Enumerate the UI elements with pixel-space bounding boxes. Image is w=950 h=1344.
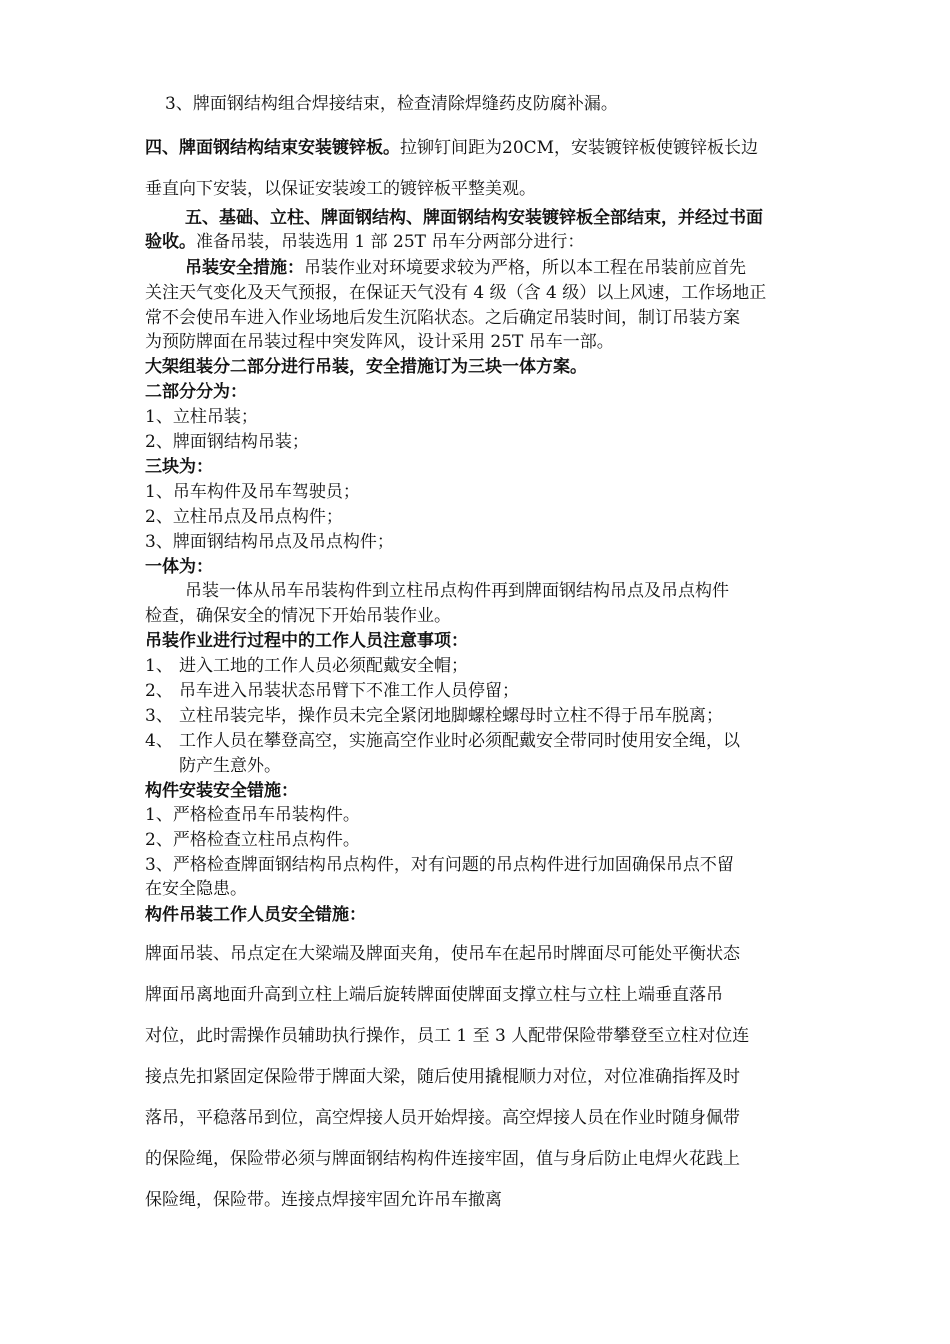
final-paragraph-line-7: 保险绳，保险带。连接点焊接牢固允许吊车撤离 xyxy=(145,1190,502,1210)
notes-item-text: 工作人员在攀登高空，实施高空作业时必须配戴安全带同时使用安全绳，以 xyxy=(179,731,740,751)
notes-item-4 xyxy=(145,729,810,753)
three-blocks-item-3: 3、牌面钢结构吊点及吊点构件； xyxy=(145,532,394,552)
notes-item-number: 1、 xyxy=(145,656,173,676)
final-paragraph-line-3: 对位，此时需操作员辅助执行操作，员工 1 至 3 人配带保险带攀登至立柱对位连 xyxy=(145,1026,750,1046)
notes-item-text: 吊车进入吊装状态吊臂下不准工作人员停留； xyxy=(179,681,519,701)
workers-safety-heading: 构件吊装工作人员安全错施： xyxy=(145,905,366,925)
three-blocks-heading: 三块为： xyxy=(145,457,213,477)
section-four-line1 xyxy=(145,136,810,160)
three-blocks-item-2: 2、立柱吊点及吊点构件； xyxy=(145,507,343,527)
one-body-heading: 一体为： xyxy=(145,557,213,577)
two-parts-item-1: 1、立柱吊装； xyxy=(145,407,258,427)
two-parts-item-2: 2、牌面钢结构吊装； xyxy=(145,432,309,452)
section-five-line1: 五、基础、立柱、牌面钢结构、牌面钢结构安装镀锌板全部结束，并经过书面 xyxy=(185,208,763,228)
safety-measures-line1 xyxy=(185,256,850,280)
member-install-heading: 构件安装安全错施： xyxy=(145,781,298,801)
notes-item-number: 3、 xyxy=(145,706,173,726)
notes-item-text: 立柱吊装完毕，操作员未完全紧闭地脚螺栓螺母时立柱不得于吊车脱离； xyxy=(179,706,723,726)
safety-measures-text1: 吊装作业对环境要求较为严格，所以本工程在吊装前应首先 xyxy=(304,258,746,278)
final-paragraph-line-5: 落吊，平稳落吊到位，高空焊接人员开始焊接。高空焊接人员在作业时随身佩带 xyxy=(145,1108,740,1128)
scheme-heading: 大架组装分二部分进行吊装，安全措施订为三块一体方案。 xyxy=(145,357,587,377)
notes-item-4-continued: 防产生意外。 xyxy=(179,756,281,776)
notes-heading: 吊装作业进行过程中的工作人员注意事项： xyxy=(145,631,468,651)
section-five-rest: 准备吊装，吊装选用 1 部 25T 吊车分两部分进行： xyxy=(196,232,585,252)
two-parts-heading: 二部分分为： xyxy=(145,382,247,402)
notes-item-2 xyxy=(145,679,810,703)
safety-measures-line4: 为预防牌面在吊装过程中突发阵风，设计采用 25T 吊车一部。 xyxy=(145,332,614,352)
notes-item-number: 2、 xyxy=(145,681,173,701)
final-paragraph-line-1: 牌面吊装、吊点定在大梁端及牌面夹角，使吊车在起吊时牌面尽可能处平衡状态 xyxy=(145,944,740,964)
notes-item-1 xyxy=(145,654,810,678)
member-install-item-3-line1: 3、严格检查牌面钢结构吊点构件，对有问题的吊点构件进行加固确保吊点不留 xyxy=(145,855,734,875)
section-five-bold: 验收。 xyxy=(145,232,196,252)
member-install-item-1: 1、严格检查吊车吊装构件。 xyxy=(145,805,360,825)
notes-item-3 xyxy=(145,704,810,728)
section-four-text: 拉铆钉间距为20CM，安装镀锌板使镀锌板长边 xyxy=(400,138,759,158)
notes-item-text: 进入工地的工作人员必须配戴安全帽； xyxy=(179,656,468,676)
notes-item-number: 4、 xyxy=(145,731,173,751)
one-body-line1: 吊装一体从吊车吊装构件到立柱吊点构件再到牌面钢结构吊点及吊点构件 xyxy=(185,581,729,601)
safety-measures-heading: 吊装安全措施： xyxy=(185,258,304,278)
three-blocks-item-1: 1、吊车构件及吊车驾驶员； xyxy=(145,482,360,502)
section-five-line2 xyxy=(145,230,810,254)
member-install-item-2: 2、严格检查立柱吊点构件。 xyxy=(145,830,360,850)
one-body-line2: 检查，确保安全的情况下开始吊装作业。 xyxy=(145,606,451,626)
safety-measures-line3: 常不会使吊车进入作业场地后发生沉陷状态。之后确定吊装时间，制订吊装方案 xyxy=(145,308,740,328)
safety-measures-line2: 关注天气变化及天气预报，在保证天气没有 4 级（含 4 级）以上风速，工作场地正 xyxy=(145,283,767,303)
final-paragraph-line-2: 牌面吊离地面升高到立柱上端后旋转牌面使牌面支撑立柱与立柱上端垂直落吊 xyxy=(145,985,723,1005)
final-paragraph-line-6: 的保险绳，保险带必须与牌面钢结构构件连接牢固，值与身后防止电焊火花践上 xyxy=(145,1149,740,1169)
section-four-heading: 四、牌面钢结构结束安装镀锌板。 xyxy=(145,138,400,158)
section-four-line2: 垂直向下安装，以保证安装竣工的镀锌板平整美观。 xyxy=(145,179,536,199)
final-paragraph-line-4: 接点先扣紧固定保险带于牌面大梁，随后使用撬棍顺力对位，对位准确指挥及时 xyxy=(145,1067,740,1087)
member-install-item-3-line2: 在安全隐患。 xyxy=(145,879,247,899)
weld-finish-line: 3、牌面钢结构组合焊接结束，检查清除焊缝药皮防腐补漏。 xyxy=(165,94,618,114)
